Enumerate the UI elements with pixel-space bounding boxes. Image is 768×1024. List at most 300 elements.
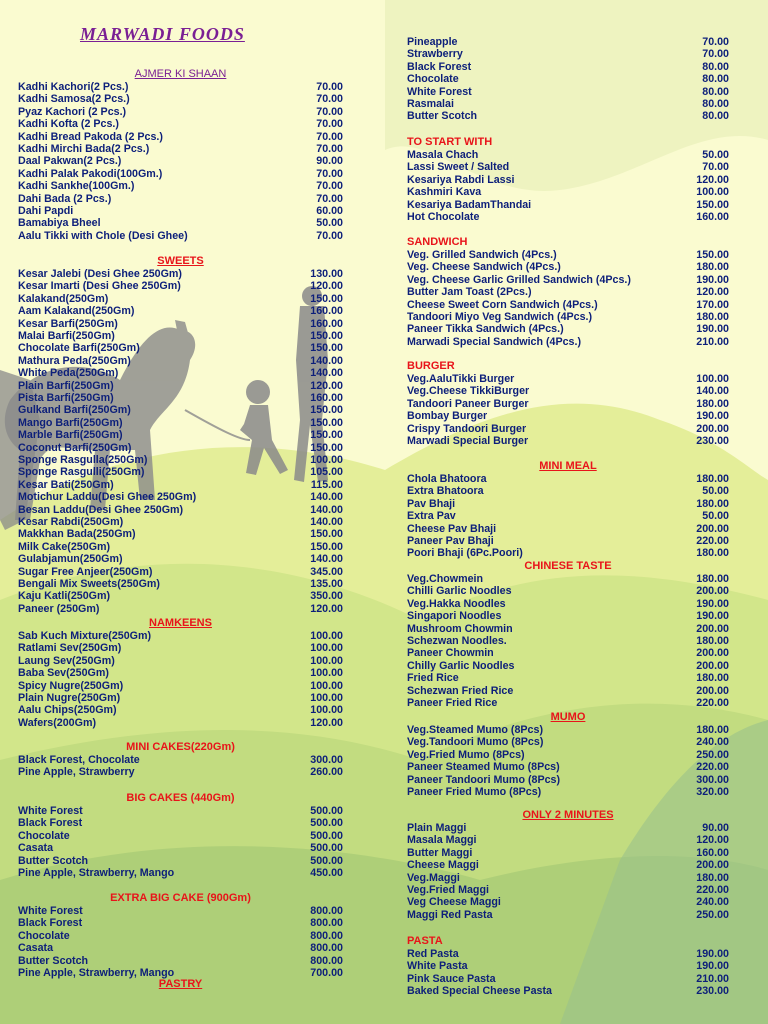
item-name: Mushroom Chowmin	[407, 622, 513, 635]
menu-item	[18, 380, 343, 392]
item-price: 230.00	[696, 985, 729, 998]
item-price: 180.00	[696, 724, 729, 736]
item-name: Schezwan Noodles.	[407, 635, 507, 647]
item-price: 180.00	[696, 497, 729, 510]
section-heading: EXTRA BIG CAKE (900Gm)	[110, 892, 251, 904]
item-price: 500.00	[310, 805, 343, 817]
item-name: Pyaz Kachori (2 Pcs.)	[18, 105, 127, 118]
item-name: Sponge Rasgulli(250Gm)	[18, 466, 145, 479]
menu-item	[18, 692, 343, 704]
item-name: Poori Bhaji (6Pc.Poori)	[407, 547, 523, 560]
item-price: 120.00	[310, 716, 343, 729]
item-name: Kesar Jalebi (Desi Ghee 250Gm)	[18, 268, 182, 280]
item-name: Casata	[18, 942, 54, 955]
item-name: Kadhi Samosa(2 Pcs.)	[18, 93, 130, 106]
item-name: Chola Bhatoora	[407, 473, 487, 485]
item-name: Rasmalai	[407, 98, 454, 110]
item-price: 80.00	[702, 110, 729, 123]
item-name: Bengali Mix Sweets(250Gm)	[18, 578, 160, 590]
item-price: 140.00	[310, 553, 343, 566]
item-price: 250.00	[696, 908, 729, 921]
menu-item	[407, 724, 729, 736]
item-name: Besan Laddu(Desi Ghee 250Gm)	[18, 503, 184, 516]
item-price: 240.00	[696, 736, 729, 749]
section-heading: MUMO	[550, 711, 586, 723]
item-name: White Pasta	[407, 960, 468, 973]
menu-item	[18, 578, 343, 590]
item-name: Cheese Maggi	[407, 859, 479, 872]
item-name: Kadhi Sankhe(100Gm.)	[18, 180, 135, 193]
item-name: Veg.Maggi	[407, 871, 460, 884]
menu-item	[18, 155, 343, 167]
item-price: 80.00	[702, 73, 729, 86]
menu-item	[407, 161, 729, 173]
item-price: 190.00	[696, 948, 729, 960]
item-name: Kaju Katli(250Gm)	[18, 590, 111, 603]
item-name: Marwadi Special Sandwich (4Pcs.)	[407, 335, 582, 348]
item-price: 80.00	[702, 98, 729, 110]
item-name: Chocolate Barfi(250Gm)	[18, 342, 140, 355]
item-name: Malai Barfi(250Gm)	[18, 330, 115, 342]
item-name: White Forest	[407, 85, 472, 98]
menu-item	[407, 672, 729, 684]
menu-item	[407, 323, 729, 335]
menu-item	[407, 535, 729, 547]
item-name: White Peda(250Gm)	[18, 367, 119, 380]
item-name: Casata	[18, 842, 54, 855]
menu-item	[407, 61, 729, 73]
item-name: Chilly Garlic Noodles	[407, 659, 515, 672]
menu-item	[407, 960, 729, 972]
item-name: Butter Scotch	[18, 954, 89, 967]
item-name: Pine Apple, Strawberry, Mango	[18, 967, 175, 979]
item-name: Kesar Barfi(250Gm)	[18, 317, 118, 330]
item-name: Chocolate	[407, 73, 459, 86]
menu-item	[18, 805, 343, 817]
menu-item	[18, 766, 343, 778]
menu-item	[18, 955, 343, 967]
menu-item	[407, 485, 729, 497]
item-price: 150.00	[310, 540, 343, 553]
item-name: Paneer (250Gm)	[18, 602, 100, 615]
item-name: Veg.Tandoori Mumo (8Pcs)	[407, 736, 544, 749]
item-price: 260.00	[310, 766, 343, 779]
menu-item	[18, 131, 343, 143]
menu-item	[407, 435, 729, 447]
item-name: White Forest	[18, 805, 83, 817]
item-price: 500.00	[310, 829, 343, 842]
menu-item	[18, 81, 343, 93]
menu-item	[18, 454, 343, 466]
item-price: 190.00	[696, 410, 729, 423]
menu-item	[18, 367, 343, 379]
menu-item	[407, 610, 729, 622]
section-heading: SANDWICH	[407, 236, 468, 248]
item-price: 200.00	[696, 859, 729, 872]
menu-item	[407, 249, 729, 261]
menu-item	[407, 423, 729, 435]
item-price: 100.00	[310, 454, 343, 466]
menu-item	[18, 516, 343, 528]
item-name: Pine Apple, Strawberry, Mango	[18, 867, 175, 879]
item-name: Aam Kalakand(250Gm)	[18, 305, 135, 318]
item-price: 100.00	[310, 679, 343, 692]
item-name: Milk Cake(250Gm)	[18, 540, 111, 553]
item-price: 190.00	[696, 273, 729, 286]
item-price: 140.00	[310, 516, 343, 528]
item-price: 170.00	[696, 298, 729, 311]
item-price: 70.00	[316, 130, 343, 143]
menu-item	[18, 293, 343, 305]
item-price: 450.00	[310, 867, 343, 879]
item-name: Veg.Steamed Mumo (8Pcs)	[407, 724, 544, 736]
menu-item	[407, 86, 729, 98]
menu-item	[18, 193, 343, 205]
item-name: Lassi Sweet / Salted	[407, 161, 510, 174]
item-price: 140.00	[310, 367, 343, 380]
menu-item	[18, 342, 343, 354]
item-price: 210.00	[696, 972, 729, 985]
item-price: 200.00	[696, 522, 729, 535]
section-heading: CHINESE TASTE	[524, 560, 612, 572]
menu-item	[18, 553, 343, 565]
item-name: Gulkand Barfi(250Gm)	[18, 404, 131, 417]
item-price: 70.00	[316, 167, 343, 180]
item-name: Kadhi Bread Pakoda (2 Pcs.)	[18, 130, 163, 143]
item-name: Sab Kuch Mixture(250Gm)	[18, 630, 152, 642]
menu-item	[18, 404, 343, 416]
item-name: Bamabiya Bheel	[18, 217, 101, 230]
item-name: Veg.AaluTikki Burger	[407, 373, 515, 385]
section-heading: SWEETS	[157, 255, 204, 267]
menu-item	[18, 330, 343, 342]
item-name: Kesar Bati(250Gm)	[18, 478, 114, 491]
menu-item	[407, 385, 729, 397]
item-price: 150.00	[696, 198, 729, 211]
section-heading: BIG CAKES (440Gm)	[126, 792, 235, 804]
menu-item	[407, 872, 729, 884]
menu-item	[18, 355, 343, 367]
menu-item	[407, 398, 729, 410]
item-name: Butter Scotch	[407, 110, 478, 123]
item-name: Pink Sauce Pasta	[407, 972, 496, 985]
menu-item	[407, 311, 729, 323]
item-price: 100.00	[310, 654, 343, 667]
menu-item	[18, 504, 343, 516]
item-price: 80.00	[702, 85, 729, 98]
item-price: 320.00	[696, 786, 729, 798]
item-name: Plain Nugre(250Gm)	[18, 692, 121, 704]
item-name: Extra Bhatoora	[407, 485, 484, 498]
item-price: 800.00	[310, 929, 343, 942]
item-price: 210.00	[696, 335, 729, 348]
menu-item	[407, 749, 729, 761]
item-price: 180.00	[696, 261, 729, 274]
item-price: 200.00	[696, 622, 729, 635]
menu-item	[18, 429, 343, 441]
item-price: 160.00	[696, 211, 729, 223]
item-name: Wafers(200Gm)	[18, 716, 97, 729]
item-name: Paneer Steamed Mumo (8Pcs)	[407, 761, 560, 774]
item-name: Kadhi Palak Pakodi(100Gm.)	[18, 167, 163, 180]
menu-item	[407, 697, 729, 709]
item-name: Kadhi Kofta (2 Pcs.)	[18, 118, 119, 131]
item-name: Tandoori Paneer Burger	[407, 397, 529, 410]
item-name: Veg.Fried Mumo (8Pcs)	[407, 748, 525, 761]
menu-item	[18, 180, 343, 192]
menu-item	[18, 655, 343, 667]
menu-item	[407, 573, 729, 585]
menu-item	[18, 280, 343, 292]
item-price: 70.00	[316, 229, 343, 242]
menu-item	[18, 590, 343, 602]
item-name: Kadhi Kachori(2 Pcs.)	[18, 81, 129, 93]
item-price: 120.00	[696, 834, 729, 847]
menu-item	[407, 286, 729, 298]
item-name: Strawberry	[407, 48, 463, 61]
item-name: Paneer Pav Bhaji	[407, 535, 494, 547]
item-name: Chocolate	[18, 929, 70, 942]
item-price: 800.00	[310, 954, 343, 967]
menu-item	[18, 630, 343, 642]
item-price: 150.00	[310, 528, 343, 541]
item-name: Veg. Cheese Garlic Grilled Sandwich (4Pcs.)	[407, 273, 631, 286]
menu-item	[407, 110, 729, 122]
item-name: Coconut Barfi(250Gm)	[18, 441, 132, 454]
menu-item	[18, 642, 343, 654]
menu-item	[407, 36, 729, 48]
item-name: Masala Chach	[407, 149, 479, 161]
item-price: 100.00	[310, 704, 343, 717]
item-price: 130.00	[310, 268, 343, 280]
item-name: Butter Scotch	[18, 854, 89, 867]
item-name: Aalu Tikki with Chole (Desi Ghee)	[18, 229, 188, 242]
menu-item	[407, 336, 729, 348]
menu-item	[18, 667, 343, 679]
item-name: Black Forest	[407, 60, 472, 73]
menu-item	[407, 149, 729, 161]
item-price: 220.00	[696, 535, 729, 547]
item-price: 345.00	[310, 565, 343, 578]
item-price: 500.00	[310, 854, 343, 867]
menu-item	[407, 547, 729, 559]
item-price: 100.00	[696, 186, 729, 199]
menu-item	[18, 392, 343, 404]
item-price: 105.00	[310, 466, 343, 479]
item-price: 150.00	[310, 416, 343, 429]
item-name: Marwadi Special Burger	[407, 435, 529, 447]
item-name: Butter Maggi	[407, 846, 473, 859]
item-name: Paneer Tandoori Mumo (8Pcs)	[407, 773, 561, 786]
item-price: 190.00	[696, 610, 729, 623]
page-title: MARWADI FOODS	[80, 24, 245, 44]
menu-item	[407, 523, 729, 535]
item-name: Dahi Papdi	[18, 205, 74, 217]
item-price: 800.00	[310, 917, 343, 930]
item-name: Gulabjamun(250Gm)	[18, 553, 123, 566]
item-price: 80.00	[702, 60, 729, 73]
menu-item	[407, 647, 729, 659]
menu-item	[18, 417, 343, 429]
item-price: 50.00	[702, 510, 729, 523]
menu-item	[18, 217, 343, 229]
item-price: 100.00	[310, 630, 343, 642]
item-name: Veg Cheese Maggi	[407, 896, 501, 909]
item-name: Sponge Rasgulla(250Gm)	[18, 454, 148, 466]
item-name: Paneer Chowmin	[407, 647, 494, 660]
item-name: Baked Special Cheese Pasta	[407, 985, 552, 998]
item-name: Schezwan Fried Rice	[407, 684, 514, 697]
menu-item	[18, 143, 343, 155]
item-name: Dahi Bada (2 Pcs.)	[18, 192, 112, 205]
item-name: Baba Sev(250Gm)	[18, 667, 109, 680]
item-name: Motichur Laddu(Desi Ghee 250Gm)	[18, 491, 197, 504]
item-name: Kalakand(250Gm)	[18, 292, 109, 305]
menu-item	[18, 867, 343, 879]
menu-item	[407, 48, 729, 60]
menu-item	[18, 704, 343, 716]
menu-item	[407, 199, 729, 211]
item-price: 120.00	[696, 173, 729, 186]
item-price: 70.00	[702, 36, 729, 48]
item-price: 70.00	[316, 93, 343, 106]
item-price: 160.00	[310, 317, 343, 330]
menu-item	[18, 905, 343, 917]
menu-item	[18, 491, 343, 503]
item-price: 220.00	[696, 761, 729, 774]
item-name: Pineapple	[407, 36, 458, 48]
item-name: Kesariya BadamThandai	[407, 198, 532, 211]
menu-item	[407, 274, 729, 286]
item-price: 100.00	[310, 667, 343, 680]
item-name: Spicy Nugre(250Gm)	[18, 679, 124, 692]
menu-item	[407, 585, 729, 597]
item-price: 150.00	[310, 429, 343, 442]
item-price: 180.00	[696, 573, 729, 585]
item-price: 240.00	[696, 896, 729, 909]
item-name: Kesar Rabdi(250Gm)	[18, 516, 124, 528]
menu-item	[407, 635, 729, 647]
item-name: Crispy Tandoori Burger	[407, 422, 527, 435]
menu-item	[407, 623, 729, 635]
item-price: 100.00	[310, 642, 343, 655]
menu-item	[407, 985, 729, 997]
menu-item	[18, 230, 343, 242]
item-price: 800.00	[310, 905, 343, 917]
item-price: 200.00	[696, 684, 729, 697]
item-name: Kadhi Mirchi Bada(2 Pcs.)	[18, 143, 150, 155]
item-price: 140.00	[310, 354, 343, 367]
menu-item	[18, 205, 343, 217]
item-price: 115.00	[310, 478, 343, 491]
menu-item	[407, 73, 729, 85]
menu-item	[18, 318, 343, 330]
item-name: Hot Chocolate	[407, 211, 480, 223]
item-price: 700.00	[310, 967, 343, 979]
item-name: Paneer Fried Rice	[407, 697, 498, 709]
menu-item	[18, 717, 343, 729]
item-price: 120.00	[310, 280, 343, 293]
menu-item	[407, 299, 729, 311]
item-price: 50.00	[316, 217, 343, 230]
item-price: 120.00	[696, 286, 729, 299]
item-price: 70.00	[316, 118, 343, 131]
item-name: Singapori Noodles	[407, 610, 502, 623]
item-name: Laung Sev(250Gm)	[18, 654, 115, 667]
item-price: 220.00	[696, 697, 729, 709]
menu-item	[407, 660, 729, 672]
item-price: 50.00	[702, 149, 729, 161]
item-name: Red Pasta	[407, 948, 459, 960]
item-name: Cheese Pav Bhaji	[407, 522, 497, 535]
item-price: 70.00	[316, 81, 343, 93]
section-heading: TO START WITH	[407, 136, 493, 148]
menu-item	[18, 106, 343, 118]
menu-item	[407, 685, 729, 697]
item-name: Veg.Hakka Noodles	[407, 597, 506, 610]
menu-item	[18, 680, 343, 692]
section-heading: ONLY 2 MINUTES	[522, 809, 614, 821]
item-price: 70.00	[316, 143, 343, 155]
menu-item	[18, 917, 343, 929]
item-price: 200.00	[696, 647, 729, 660]
menu-item	[18, 817, 343, 829]
item-name: Paneer Fried Mumo (8Pcs)	[407, 786, 542, 798]
item-price: 300.00	[310, 754, 343, 766]
item-price: 100.00	[310, 692, 343, 704]
menu-item	[18, 168, 343, 180]
item-price: 190.00	[696, 323, 729, 336]
menu-item	[407, 973, 729, 985]
item-name: Sugar Free Anjeer(250Gm)	[18, 565, 153, 578]
menu-item	[407, 498, 729, 510]
item-price: 180.00	[696, 473, 729, 485]
item-price: 180.00	[696, 871, 729, 884]
menu-item	[18, 566, 343, 578]
item-name: Pista Barfi(250Gm)	[18, 392, 114, 404]
menu-item	[18, 528, 343, 540]
menu-item	[407, 761, 729, 773]
menu-item	[407, 410, 729, 422]
item-name: Makkhan Bada(250Gm)	[18, 528, 136, 541]
item-name: Veg. Cheese Sandwich (4Pcs.)	[407, 261, 561, 274]
item-price: 200.00	[696, 585, 729, 598]
menu-item	[407, 98, 729, 110]
menu-item	[18, 442, 343, 454]
menu-item	[18, 930, 343, 942]
item-price: 190.00	[696, 597, 729, 610]
menu-item	[18, 466, 343, 478]
item-price: 500.00	[310, 817, 343, 830]
item-name: Butter Jam Toast (2Pcs.)	[407, 286, 532, 299]
item-price: 180.00	[696, 672, 729, 685]
item-name: Maggi Red Pasta	[407, 908, 493, 921]
menu-item	[407, 774, 729, 786]
item-price: 160.00	[696, 846, 729, 859]
item-name: Tandoori Miyo Veg Sandwich (4Pcs.)	[407, 311, 593, 323]
item-price: 100.00	[696, 373, 729, 385]
menu-item	[18, 754, 343, 766]
item-price: 50.00	[702, 485, 729, 498]
item-name: Plain Barfi(250Gm)	[18, 379, 114, 392]
item-name: Masala Maggi	[407, 834, 477, 847]
item-price: 300.00	[696, 773, 729, 786]
menu-item	[407, 822, 729, 834]
section-heading: PASTRY	[158, 978, 203, 990]
item-name: Veg.Fried Maggi	[407, 884, 489, 896]
menu-item	[407, 473, 729, 485]
item-name: Marble Barfi(250Gm)	[18, 429, 123, 442]
